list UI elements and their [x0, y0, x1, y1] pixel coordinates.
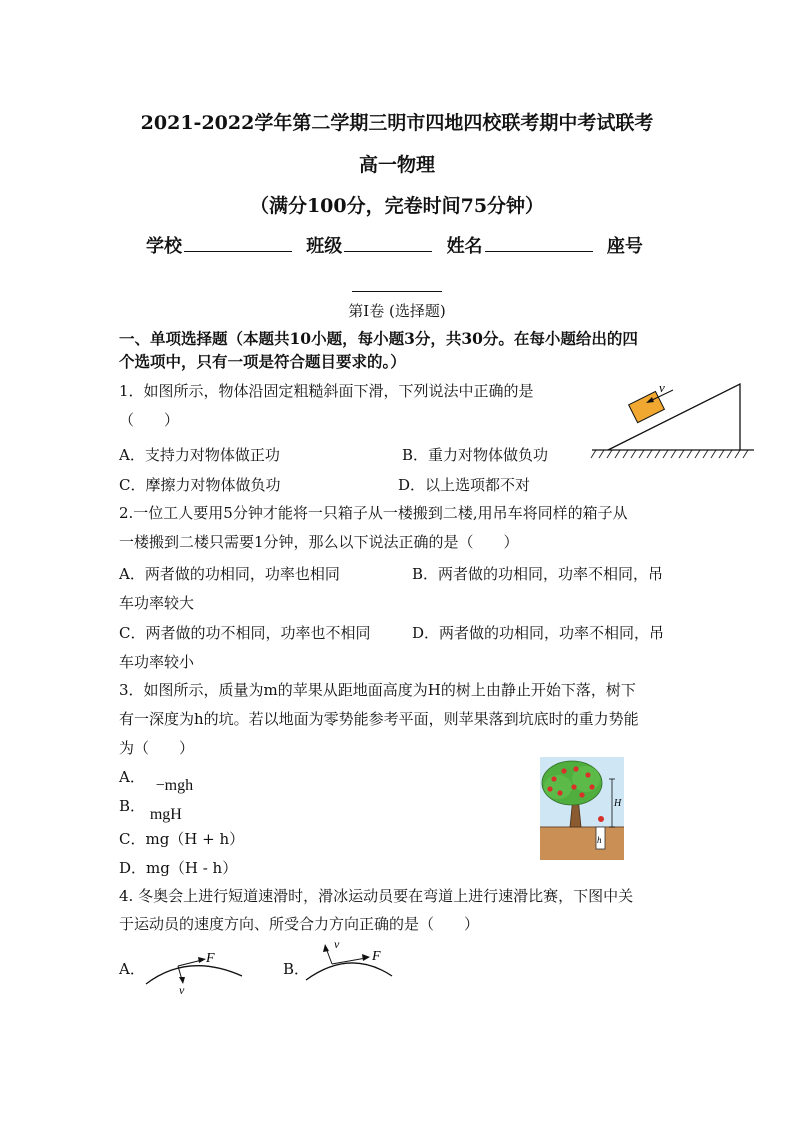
q1-option-b[interactable]: B．重力对物体做负功 [402, 446, 549, 464]
name-label: 姓名 [446, 236, 483, 257]
volume-label: 第Ⅰ卷 (选择题) [348, 302, 446, 320]
exam-title: 2021-2022学年第二学期三明市四地四校联考期中考试联考 [140, 112, 654, 134]
q4-b-velocity-label: v [334, 937, 340, 951]
q4-line-1: 4. 冬奥会上进行短道速滑时，滑冰运动员要在弯道上进行速滑比赛，下图中关 [119, 887, 634, 905]
q3-option-a[interactable] [119, 766, 194, 794]
q4-a-force-label: F [206, 951, 215, 966]
q3-option-a-label: A． [119, 768, 145, 786]
q4-option-b[interactable]: B． [283, 960, 310, 978]
q1-stem: 1．如图所示，物体沿固定粗糙斜面下滑，下列说法中正确的是 [119, 382, 534, 400]
q1-option-a[interactable]: A．支持力对物体做正功 [119, 446, 280, 464]
q2-option-a[interactable]: A．两者做的功相同，功率也相同 [119, 565, 340, 583]
q2-line-2: 一楼搬到二楼只需要1分钟，那么以下说法正确的是（ ） [119, 533, 519, 551]
q2-option-d[interactable]: D．两者做的功相同，功率不相同，吊 [412, 624, 665, 642]
class-label: 班级 [306, 236, 343, 257]
q1-incline-figure [588, 376, 758, 466]
q2-option-b-cont: 车功率较大 [119, 594, 195, 612]
q2-line-1: 2.一位工人要用5分钟才能将一只箱子从一楼搬到二楼,用吊车将同样的箱子从 [119, 504, 628, 522]
q3-apple-tree-figure [540, 757, 624, 860]
q4-option-a-figure [142, 946, 248, 996]
q1-option-d[interactable]: D．以上选项都不对 [398, 476, 531, 494]
seat-blank[interactable] [352, 291, 442, 292]
q3-height-H-label: H [614, 798, 622, 809]
school-label: 学校 [146, 236, 182, 257]
q3-option-b-label: B． [119, 797, 146, 815]
q3-option-c[interactable]: C．mg（H + h） [119, 830, 245, 848]
q2-option-d-cont: 车功率较小 [119, 653, 195, 671]
q4-line-2: 于运动员的速度方向、所受合力方向正确的是（ ） [119, 915, 480, 933]
section-heading-1: 一、单项选择题（本题共10小题，每小题3分，共30分。在每小题给出的四 [119, 329, 638, 348]
q3-line-1: 3．如图所示，质量为m的苹果从距地面高度为H的树上由静止开始下落，树下 [119, 681, 636, 699]
q3-option-b[interactable] [119, 795, 182, 823]
class-blank[interactable] [344, 235, 432, 252]
q3-option-d[interactable]: D．mg（H - h） [119, 859, 238, 877]
seat-label: 座号 [606, 236, 643, 257]
q3-line-3: 为（ ） [119, 739, 195, 757]
q1-option-c[interactable]: C．摩擦力对物体做负功 [119, 476, 281, 494]
q4-option-b-figure [302, 934, 398, 984]
q1-paren: （ ） [119, 411, 180, 429]
q2-option-b[interactable]: B．两者做的功相同，功率不相同，吊 [412, 565, 664, 583]
q1-velocity-label: v [659, 380, 665, 395]
section-heading-2: 个选项中，只有一项是符合题目要求的。） [119, 352, 406, 371]
q4-option-a[interactable]: A． [119, 960, 145, 978]
q3-option-a-value: −mgh [155, 777, 194, 794]
q3-line-2: 有一深度为h的坑。若以地面为零势能参考平面，则苹果落到坑底时的重力势能 [119, 710, 639, 728]
subject-title: 高一物理 [358, 154, 435, 176]
q4-b-force-label: F [372, 949, 381, 964]
q2-option-c[interactable]: C．两者做的功不相同，功率也不相同 [119, 624, 371, 642]
student-info-line [146, 232, 643, 258]
exam-note: （满分100分，完卷时间75分钟） [249, 195, 545, 217]
name-blank[interactable] [485, 235, 593, 252]
q3-option-b-value: mgH [149, 806, 182, 823]
school-blank[interactable] [184, 235, 292, 252]
q4-a-velocity-label: v [179, 983, 185, 996]
q3-depth-h-label: h [597, 835, 602, 845]
